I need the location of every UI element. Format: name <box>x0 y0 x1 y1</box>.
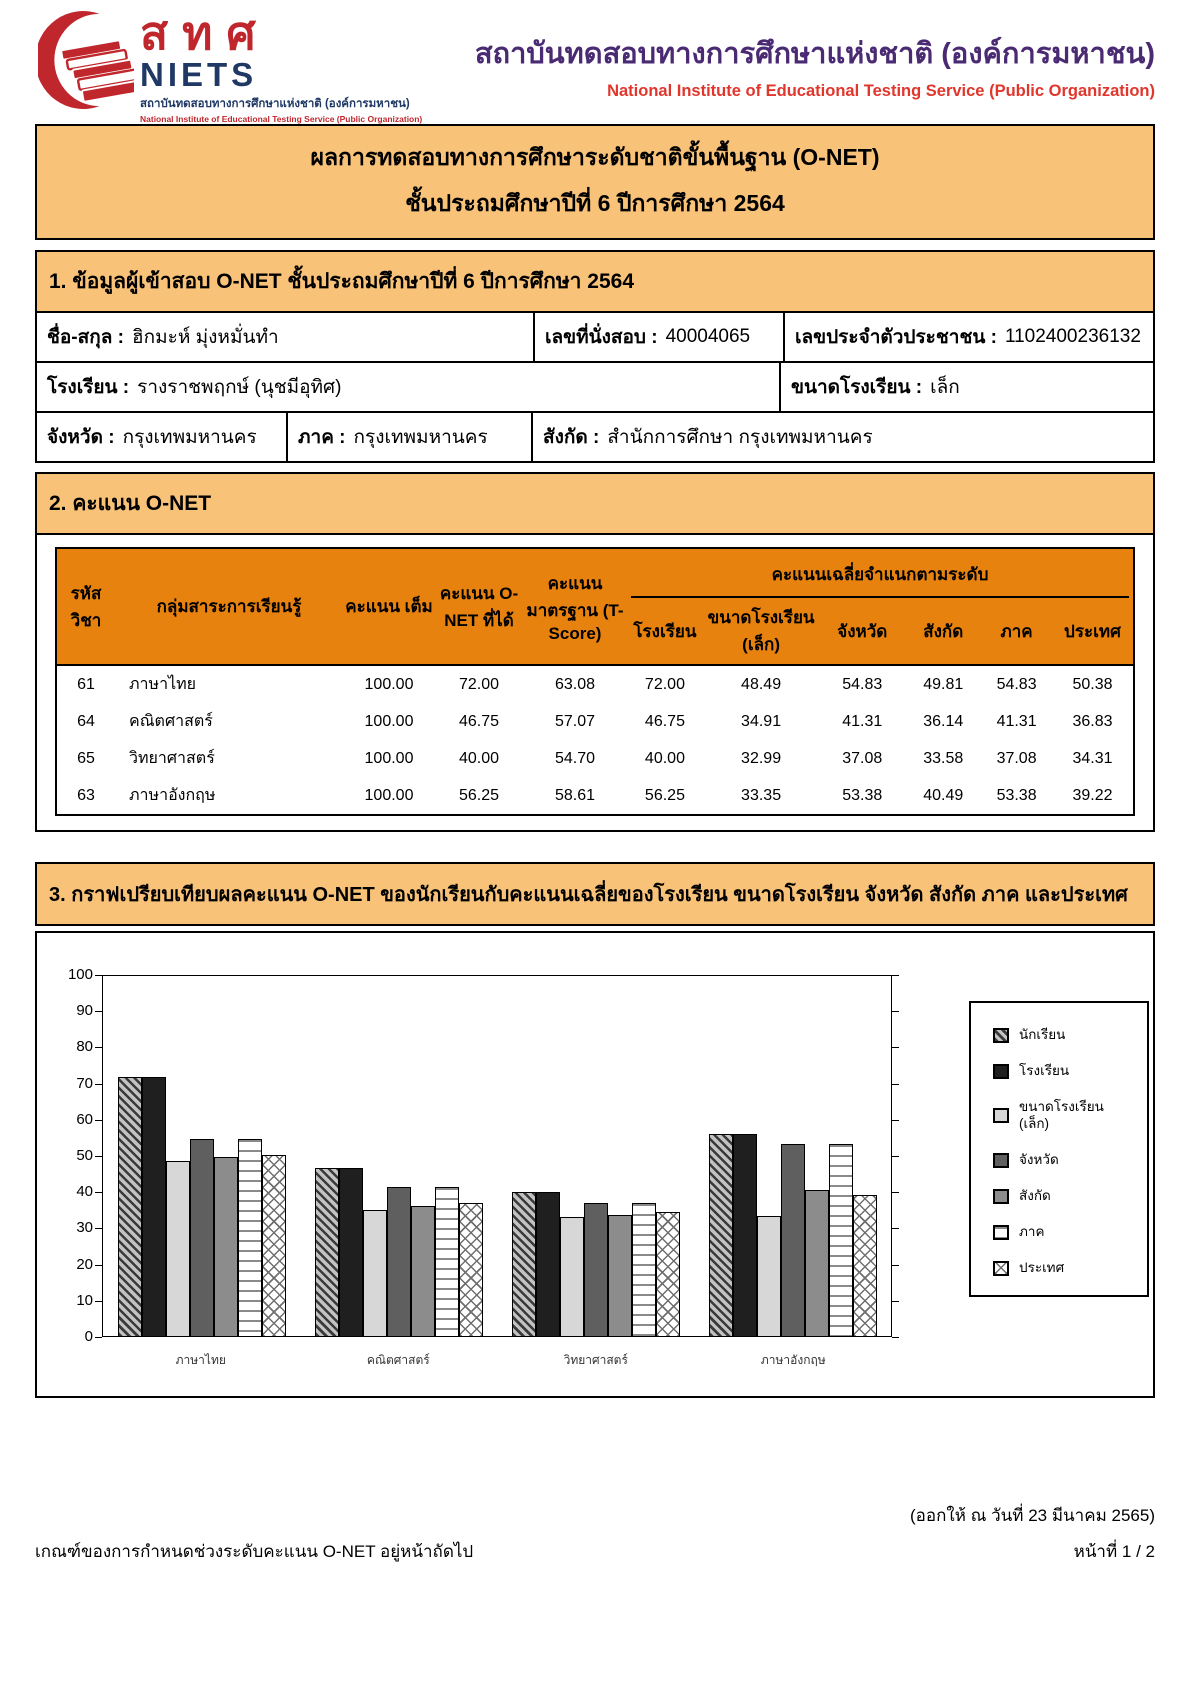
bar-diagonal-hatch <box>709 1134 733 1337</box>
cell-code: 65 <box>77 749 95 767</box>
cell-avg-region: 37.08 <box>996 749 1037 767</box>
province-cell <box>37 413 288 461</box>
niets-emblem-icon <box>38 8 134 112</box>
region-value: กรุงเทพมหานคร <box>353 427 488 448</box>
info-row-1 <box>37 313 1153 363</box>
cell-avg-region: 41.31 <box>996 712 1037 730</box>
province-label: จังหวัด : <box>47 427 115 448</box>
cell-full: 100.00 <box>364 675 414 693</box>
x-axis-label: ภาษาไทย <box>175 1353 226 1367</box>
cell-avg-province: 53.38 <box>842 786 883 804</box>
cell-full: 100.00 <box>364 749 414 767</box>
y-tick-mark <box>892 1228 899 1229</box>
cell-avg-country: 50.38 <box>1072 675 1113 693</box>
seat-number-value: 40004065 <box>665 326 751 347</box>
bar-horizontal-lines <box>238 1139 262 1336</box>
page-header <box>0 0 1190 124</box>
y-tick-mark <box>892 1301 899 1302</box>
cell-avg-country: 34.31 <box>1072 749 1113 767</box>
header-average-group <box>627 549 1133 664</box>
cell-avg-region: 53.38 <box>996 786 1037 804</box>
citizen-id-label: เลขประจำตัวประชาชน : <box>795 327 997 348</box>
legend-swatch-icon <box>993 1225 1009 1240</box>
footer-note: เกณฑ์ของการกำหนดช่วงระดับคะแนน O-NET อยู่หน้าถัดไป <box>35 1542 474 1561</box>
y-tick-label: 60 <box>76 1110 93 1128</box>
header-subject-code: รหัส วิชา <box>70 583 102 630</box>
cell-avg-province: 54.83 <box>842 675 883 693</box>
y-tick-label: 80 <box>76 1038 93 1056</box>
school-value: รางราชพฤกษ์ (นุชมีอุทิศ) <box>137 377 342 398</box>
cell-averages <box>627 670 1133 700</box>
bar-diagonal-hatch <box>512 1192 536 1336</box>
y-tick-mark <box>95 1192 102 1193</box>
section2-heading: 2. คะแนน O-NET <box>37 474 1153 535</box>
x-axis-label: ภาษาอังกฤษ <box>760 1353 826 1367</box>
affiliation-value: สำนักการศึกษา กรุงเทพมหานคร <box>607 427 873 448</box>
bar-crosshatch <box>656 1212 680 1336</box>
cell-avg-school: 46.75 <box>644 712 685 730</box>
cell-obtained: 40.00 <box>458 749 500 767</box>
x-axis-label: คณิตศาสตร์ <box>366 1353 430 1367</box>
header-full-score: คะแนน เต็ม <box>345 597 433 616</box>
cell-tscore: 58.61 <box>554 786 596 804</box>
y-tick-mark <box>892 1011 899 1012</box>
y-tick-mark <box>95 1228 102 1229</box>
header-avg-province: จังหวัด <box>837 621 888 641</box>
y-tick-mark <box>892 1047 899 1048</box>
legend-swatch-icon <box>993 1064 1009 1079</box>
bar-group-1 <box>103 976 300 1336</box>
header-average-title: คะแนนเฉลี่ยจำแนกตามระดับ <box>771 565 989 584</box>
cell-avg-affiliation: 40.49 <box>923 786 964 804</box>
cell-code: 63 <box>77 786 95 804</box>
logo-subtitle-thai: สถาบันทดสอบทางการศึกษาแห่งชาติ (องค์การมหาชน) <box>140 98 410 110</box>
bar-solid-dark <box>339 1168 363 1336</box>
y-tick-mark <box>95 1265 102 1266</box>
x-axis-label: วิทยาศาสตร์ <box>563 1353 628 1367</box>
cell-avg-school: 72.00 <box>644 675 685 693</box>
issued-date-note: (ออกให้ ณ วันที่ 23 มีนาคม 2565) <box>910 1506 1155 1525</box>
y-tick-mark <box>95 1011 102 1012</box>
bar-solid-gray <box>411 1206 435 1336</box>
school-cell <box>37 363 781 411</box>
cell-subject: ภาษาอังกฤษ <box>129 787 216 804</box>
cell-subject: คณิตศาสตร์ <box>129 713 213 730</box>
y-tick-mark <box>892 975 899 976</box>
y-tick-mark <box>95 1084 102 1085</box>
bar-crosshatch <box>262 1155 286 1336</box>
bar-solid-gray <box>214 1157 238 1336</box>
header-avg-affiliation: สังกัด <box>923 621 964 641</box>
province-value: กรุงเทพมหานคร <box>122 427 257 448</box>
cell-avg-province: 37.08 <box>842 749 883 767</box>
cell-avg-affiliation: 49.81 <box>923 675 964 693</box>
cell-tscore: 63.08 <box>554 675 596 693</box>
cell-averages <box>627 781 1133 811</box>
legend-label: จังหวัด <box>1019 1151 1059 1167</box>
y-tick-mark <box>95 1301 102 1302</box>
header-avg-school-size: ขนาดโรงเรียน (เล็ก) <box>707 608 815 654</box>
score-table-wrap <box>55 547 1135 816</box>
name-cell <box>37 313 535 361</box>
logo-subtitle-en: National Institute of Educational Testing Service (Public Organization) <box>140 114 423 124</box>
bar-solid-dark <box>733 1134 757 1337</box>
org-name-en: National Institute of Educational Testing Service (Public Organization) <box>607 82 1155 100</box>
chart-legend <box>969 1001 1149 1297</box>
bar-solid-gray <box>608 1215 632 1336</box>
info-row-3 <box>37 413 1153 461</box>
bar-solid-light <box>166 1161 190 1336</box>
legend-item <box>993 1188 1137 1205</box>
legend-item <box>993 1152 1137 1169</box>
section3-heading: 3. กราฟเปรียบเทียบผลคะแนน O-NET ของนักเรียนกับคะแนนเฉลี่ยของโรงเรียน ขนาดโรงเรียน จังหวัด สังกัด ภาค และประเทศ <box>35 862 1155 926</box>
cell-avg-region: 54.83 <box>996 675 1037 693</box>
cell-avg-school-size: 33.35 <box>741 786 782 804</box>
report-title-box <box>35 124 1155 240</box>
y-tick-mark <box>95 1156 102 1157</box>
logo-acronym-en: NIETS <box>140 56 258 93</box>
citizen-id-cell <box>785 313 1153 361</box>
cell-full: 100.00 <box>364 712 414 730</box>
bar-horizontal-lines <box>435 1187 459 1336</box>
bar-solid-gray <box>805 1190 829 1336</box>
onet-comparison-chart <box>35 931 1155 1398</box>
cell-obtained: 72.00 <box>458 675 500 693</box>
header-avg-country: ประเทศ <box>1064 621 1121 641</box>
y-tick-label: 30 <box>76 1219 93 1237</box>
cell-averages <box>627 744 1133 774</box>
legend-item <box>993 1027 1137 1044</box>
score-row-thai <box>57 666 1133 703</box>
cell-code: 64 <box>77 712 95 730</box>
name-label: ชื่อ-สกุล : <box>47 327 124 348</box>
header-obtained-score: คะแนน O-NET ที่ได้ <box>439 583 519 630</box>
region-label: ภาค : <box>298 427 346 448</box>
y-tick-mark <box>892 1265 899 1266</box>
cell-avg-affiliation: 36.14 <box>923 712 964 730</box>
legend-swatch-icon <box>993 1153 1009 1168</box>
bar-crosshatch <box>459 1203 483 1336</box>
y-tick-label: 90 <box>76 1002 93 1020</box>
bar-horizontal-lines <box>829 1144 853 1336</box>
y-tick-mark <box>95 975 102 976</box>
legend-label: สังกัด <box>1019 1188 1051 1203</box>
page-footer <box>35 1538 1155 1565</box>
cell-avg-school-size: 32.99 <box>741 749 782 767</box>
y-tick-label: 20 <box>76 1255 93 1273</box>
y-tick-mark <box>892 1120 899 1121</box>
legend-label: ภาค <box>1019 1224 1045 1240</box>
page-number: หน้าที่ 1 / 2 <box>1073 1542 1155 1561</box>
legend-label: ประเทศ <box>1019 1260 1065 1276</box>
cell-obtained: 56.25 <box>458 786 500 804</box>
bar-solid-light <box>757 1216 781 1336</box>
affiliation-label: สังกัด : <box>543 427 600 448</box>
y-tick-label: 50 <box>76 1147 93 1164</box>
legend-item <box>993 1260 1137 1277</box>
cell-tscore: 54.70 <box>554 749 596 767</box>
bar-group-4 <box>694 976 891 1336</box>
cell-avg-country: 36.83 <box>1072 712 1113 730</box>
name-value: ฮิกมะห์ มุ่งหมั่นทำ <box>131 327 279 348</box>
header-average-subrow <box>627 598 1133 664</box>
cell-obtained: 46.75 <box>458 712 500 730</box>
cell-subject: วิทยาศาสตร์ <box>129 750 215 767</box>
plot-area <box>102 975 892 1337</box>
report-title-line1: ผลการทดสอบทางการศึกษาระดับชาติขั้นพื้นฐาน (O-NET) <box>310 144 880 170</box>
logo-acronym-thai: สทศ <box>140 7 270 59</box>
affiliation-cell <box>533 413 1153 461</box>
y-tick-label: 70 <box>76 1074 93 1092</box>
bar-solid-light <box>560 1217 584 1336</box>
bar-diagonal-hatch <box>118 1077 142 1336</box>
y-tick-label: 10 <box>76 1291 93 1309</box>
cell-avg-school: 40.00 <box>644 749 685 767</box>
score-row-math <box>57 703 1133 740</box>
bar-solid-medium <box>584 1203 608 1336</box>
score-row-english <box>57 777 1133 814</box>
score-table-header <box>57 549 1133 666</box>
bar-solid-dark <box>536 1192 560 1336</box>
bar-group-2 <box>300 976 497 1336</box>
x-axis-labels <box>102 1351 892 1370</box>
bar-horizontal-lines <box>632 1203 656 1336</box>
legend-label: นักเรียน <box>1019 1027 1066 1042</box>
y-tick-label: 0 <box>84 1328 93 1345</box>
section-scores <box>35 472 1155 832</box>
bar-solid-light <box>363 1210 387 1336</box>
legend-swatch-icon <box>993 1028 1009 1043</box>
seat-number-cell <box>535 313 785 361</box>
legend-item <box>993 1224 1137 1241</box>
info-row-2 <box>37 363 1153 413</box>
legend-swatch-icon <box>993 1261 1009 1276</box>
logo-text-block <box>140 8 422 124</box>
citizen-id-value: 1102400236132 <box>1004 326 1141 347</box>
seat-number-label: เลขที่นั่งสอบ : <box>545 327 658 348</box>
legend-label: ขนาดโรงเรียน (เล็ก) <box>1019 1099 1104 1131</box>
cell-avg-school-size: 48.49 <box>741 675 782 693</box>
y-tick-mark <box>892 1337 899 1338</box>
legend-item <box>993 1063 1137 1080</box>
y-tick-mark <box>95 1120 102 1121</box>
cell-code: 61 <box>77 675 95 693</box>
y-tick-label: 40 <box>76 1183 93 1201</box>
report-title-line2: ชั้นประถมศึกษาปีที่ 6 ปีการศึกษา 2564 <box>405 190 785 216</box>
header-subject-group: กลุ่มสาระการเรียนรู้ <box>156 597 302 616</box>
school-label: โรงเรียน : <box>47 377 130 398</box>
org-name-block <box>475 8 1155 101</box>
bar-crosshatch <box>853 1195 877 1336</box>
cell-subject: ภาษาไทย <box>129 676 197 693</box>
cell-tscore: 57.07 <box>554 712 596 730</box>
y-tick-label: 100 <box>67 966 93 983</box>
org-name-thai: สถาบันทดสอบทางการศึกษาแห่งชาติ (องค์การมหาชน) <box>474 38 1155 70</box>
y-tick-mark <box>95 1047 102 1048</box>
score-row-science <box>57 740 1133 777</box>
region-cell <box>288 413 533 461</box>
y-tick-mark <box>892 1156 899 1157</box>
bar-solid-medium <box>781 1144 805 1336</box>
score-table <box>55 547 1135 816</box>
cell-full: 100.00 <box>364 786 414 804</box>
legend-label: โรงเรียน <box>1019 1063 1070 1079</box>
school-size-value: เล็ก <box>930 377 960 398</box>
header-avg-school: โรงเรียน <box>633 621 697 641</box>
legend-item <box>993 1099 1137 1133</box>
cell-averages <box>627 707 1133 737</box>
bar-solid-medium <box>387 1187 411 1336</box>
cell-avg-school: 56.25 <box>644 786 685 804</box>
legend-swatch-icon <box>993 1108 1009 1123</box>
y-tick-mark <box>892 1192 899 1193</box>
bar-diagonal-hatch <box>315 1168 339 1336</box>
section-examinee-info <box>35 250 1155 463</box>
header-avg-region: ภาค <box>1000 621 1033 641</box>
header-t-score: คะแนน มาตรฐาน (T-Score) <box>526 573 624 643</box>
school-size-cell <box>781 363 1153 411</box>
school-size-label: ขนาดโรงเรียน : <box>791 377 923 398</box>
bar-group-3 <box>497 976 694 1336</box>
bar-solid-medium <box>190 1139 214 1336</box>
niets-logo <box>38 8 422 124</box>
cell-avg-country: 39.22 <box>1072 786 1113 804</box>
cell-avg-affiliation: 33.58 <box>923 749 964 767</box>
y-tick-mark <box>892 1084 899 1085</box>
cell-avg-province: 41.31 <box>842 712 883 730</box>
legend-swatch-icon <box>993 1189 1009 1204</box>
bar-solid-dark <box>142 1077 166 1336</box>
cell-avg-school-size: 34.91 <box>741 712 782 730</box>
y-tick-mark <box>95 1337 102 1338</box>
section1-heading: 1. ข้อมูลผู้เข้าสอบ O-NET ชั้นประถมศึกษาปีที่ 6 ปีการศึกษา 2564 <box>37 252 1153 313</box>
